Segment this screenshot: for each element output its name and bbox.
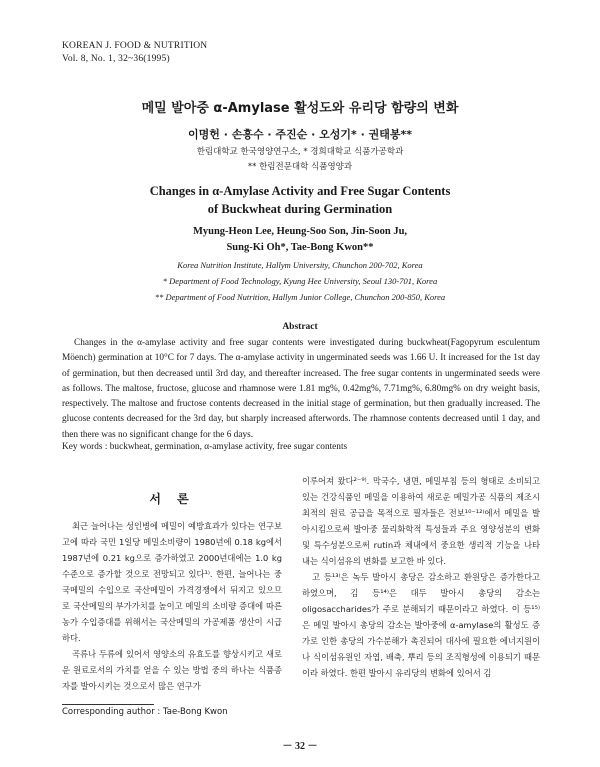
- abstract-text: Changes in the α-amylase activity and free sugar contents were investigated during buckwheat(Fagopyrum esculentum Möench) germination at 10°C for 7 days. The α-amylase activity in ungerminated seeds was 1.66 U. It increased for the 1st day of germination, but then decreased until 3rd day, and thereafter increased. The free sugar contents in ungerminated seeds were as follows. The maltose, fructose, glucose and rhamnose were 1.81 mg%, 0.42mg%, 7.71mg%, 6.80mg% on dry weight basis, respectively. The maltose and fructose contents decreased in the initial stage of germination, but then gradually increased. The glucose contents decreased for the 3rd day, but sharply increased afterwords. The rhamnose contents decreased until 1 day, and then there was no significant change for the 6 days.: [62, 338, 540, 440]
- intro-paragraph-3: 이루어져 왔다²⁻⁹⁾. 막국수, 냉면, 메밀부침 등의 형태로 소비되고 있는 건강식품인 메밀을 이용하여 새로운 메밀가공 식품의 제조시 최적의 원료 공급을 목적으로 필자들은 전보¹⁰⁻¹²⁾에서 메밀을 발아시킴으로써 발아중 물리화학적 특성들과 주요 영양성분의 변화 및 특수성분으로써 rutin과 체내에서 중요한 생리적 기능을 나타내는 식이섬유의 변화를 보고한 바 있다.: [302, 476, 540, 566]
- affiliation-korean-1: 한림대학교 한국영양연구소, * 경희대학교 식품가공학과: [196, 147, 404, 157]
- corresponding-author: Corresponding author : Tae-Bong Kwon: [62, 707, 228, 717]
- intro-paragraph-2: 곡류나 두류에 있어서 영양소의 유효도를 향상시키고 새로운 원료로서의 가치를 얻을 수 있는 방법 중의 하나는 식품종자를 발아시키는 것으로서 많은 연구가: [62, 649, 282, 691]
- title-en-line-1: Changes in α-Amylase Activity and Free Sugar Contents: [149, 184, 451, 198]
- affiliation-korean-2: ** 한림전문대학 식품영양과: [247, 162, 353, 172]
- keywords: Key words : buckwheat, germination, α-amylase activity, free sugar contents: [62, 442, 348, 452]
- paper-title-english: [0, 182, 600, 218]
- authors-en-line-1: Myung-Heon Lee, Heung-Soo Son, Jin-Soon Ju,: [192, 226, 408, 237]
- intro-paragraph-4: 고 등¹³⁾은 녹두 발아시 총당은 감소하고 환원당은 증가한다고 하였으며, 김 등¹⁴⁾은 대두 발아시 총당의 감소는 oligosaccharides가 주로 분해되기 때문이라고 하였다. 이 등¹⁵⁾은 메밀 발아시 총당의 감소는 발아중에 α-amylase의 활성도 증가로 인한 총당의 가수분해가 촉진되어 대사에 필요한 에너지원이나 식이섬유원인 자엽, 배축, 뿌리 등의 조직형성에 이용되기 때문이라 하였다. 한편 발아시 유리당의 변화에 있어서 김: [302, 572, 540, 678]
- journal-volume: Vol. 8, No. 1, 32~36(1995): [62, 54, 170, 64]
- paper-title-korean: 메밀 발아중 α-Amylase 활성도와 유리당 함량의 변화: [141, 101, 459, 116]
- journal-header: [62, 40, 207, 66]
- intro-paragraph-1: 최근 늘어나는 성인병에 메밀이 예방효과가 있다는 연구보고에 따라 국민 1일당 메밀소비량이 1980년에 0.18 kg에서 1987년에 0.21 kg으로 증가하였고 2000년대에는 1.0 kg 수준으로 증가할 것으로 전망되고 있다¹⁾. 한편, 늘어나는 중국메밀의 수입으로 국산메밀이 가격경쟁에서 뒤지고 있으므로 국산메밀의 부가가치를 높이고 메밀의 소비량 증대에 따른 농가 수입증대를 위해서는 국산메밀의 가공제품 생산이 시급하다.: [62, 521, 282, 643]
- body-column-right: [302, 473, 540, 681]
- authors-english: [0, 224, 600, 256]
- page-number: － 32 －: [282, 741, 318, 752]
- affiliation-english-3: ** Department of Food Nutrition, Hallym Junior College, Chunchon 200-850, Korea: [154, 292, 446, 302]
- authors-korean: 이명헌 · 손흥수 · 주진순 · 오성기* · 권태봉**: [188, 128, 412, 141]
- body-column-left: [62, 518, 282, 694]
- title-en-line-2: of Buckwheat during Germination: [207, 202, 393, 216]
- abstract-heading: Abstract: [282, 322, 318, 332]
- abstract-body: [62, 336, 540, 443]
- authors-en-line-2: Sung-Ki Oh*, Tae-Bong Kwon**: [226, 242, 374, 253]
- footnote-rule: [62, 704, 154, 705]
- journal-name: KOREAN J. FOOD & NUTRITION: [62, 41, 208, 51]
- affiliation-english-2: * Department of Food Technology, Kyung Hee University, Seoul 130-701, Korea: [162, 276, 438, 286]
- section-heading-introduction: 서 론: [149, 492, 195, 506]
- affiliation-english-1: Korea Nutrition Institute, Hallym University, Chunchon 200-702, Korea: [177, 260, 423, 270]
